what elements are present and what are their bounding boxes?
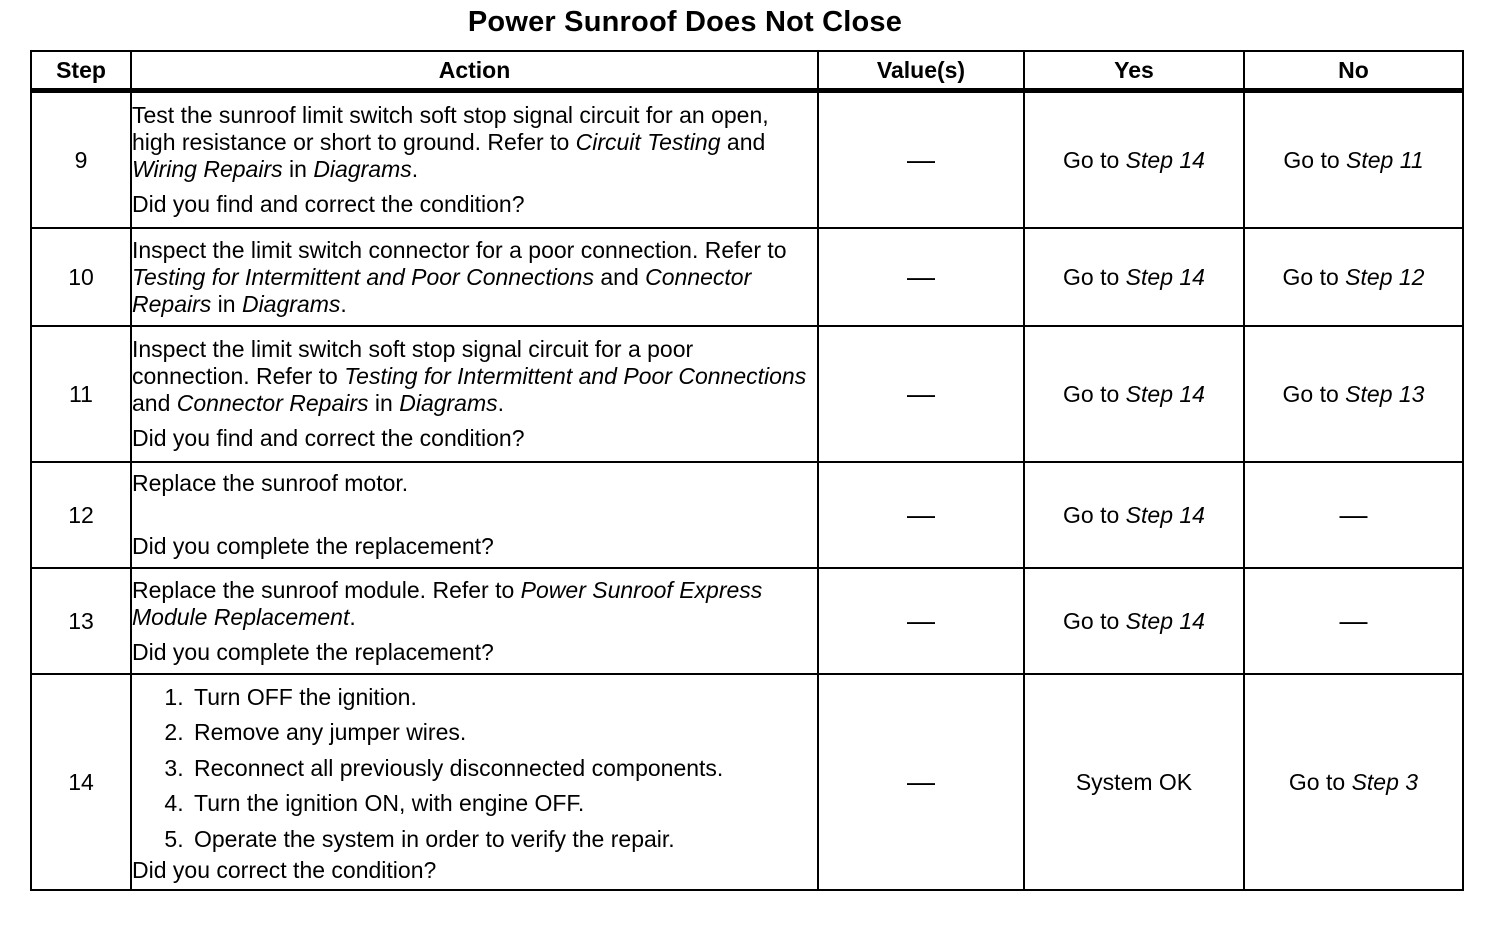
value-cell: — bbox=[818, 228, 1024, 326]
reference-link: Connector Repairs bbox=[132, 263, 752, 317]
reference-link: Wiring Repairs bbox=[132, 156, 283, 182]
yes-cell: Go to Step 14 bbox=[1024, 326, 1244, 462]
step-reference: Step 14 bbox=[1125, 501, 1205, 528]
value-cell: — bbox=[818, 674, 1024, 890]
reference-link: Connector Repairs bbox=[176, 390, 369, 416]
no-cell: Go to Step 11 bbox=[1244, 91, 1463, 229]
yes-cell: Go to Step 14 bbox=[1024, 462, 1244, 568]
list-item: 5. Operate the system in order to verify the repair. bbox=[190, 822, 817, 858]
diagnostic-table bbox=[30, 50, 1464, 891]
action-text: Replace the sunroof motor. bbox=[132, 470, 409, 496]
table-row bbox=[31, 674, 1463, 890]
procedure-list bbox=[132, 680, 817, 858]
step-number: 9 bbox=[31, 91, 131, 229]
reference-link: Circuit Testing bbox=[575, 129, 721, 155]
reference-link: Testing for Intermittent and Poor Connections bbox=[132, 263, 594, 290]
no-cell: — bbox=[1244, 462, 1463, 568]
reference-link: Diagrams bbox=[241, 290, 341, 317]
action-question: Did you find and correct the condition? bbox=[132, 425, 525, 451]
list-item: 1. Turn OFF the ignition. bbox=[190, 680, 817, 716]
yes-cell: System OK bbox=[1024, 674, 1244, 890]
step-number: 13 bbox=[31, 568, 131, 674]
action-cell bbox=[131, 568, 818, 674]
no-cell: Go to Step 12 bbox=[1244, 228, 1463, 326]
reference-link: Testing for Intermittent and Poor Connections bbox=[344, 363, 807, 389]
action-question: Did you complete the replacement? bbox=[132, 638, 494, 665]
header-action: Action bbox=[131, 51, 818, 91]
value-cell: — bbox=[818, 462, 1024, 568]
header-step: Step bbox=[31, 51, 131, 91]
step-reference: Step 14 bbox=[1125, 263, 1205, 290]
reference-link: Diagrams bbox=[313, 156, 412, 182]
action-text: Test the sunroof limit switch soft stop signal circuit for an open, high resistance or short to ground. Refer to Circuit Testing and Wiring Repairs in Diagrams. bbox=[132, 102, 769, 182]
action-cell bbox=[131, 91, 818, 229]
step-reference: Step 14 bbox=[1125, 146, 1205, 173]
table-row bbox=[31, 568, 1463, 674]
step-reference: Step 11 bbox=[1346, 146, 1424, 173]
action-text: Replace the sunroof module. Refer to Power Sunroof Express Module Replacement. bbox=[132, 576, 763, 630]
table-row bbox=[31, 326, 1463, 462]
no-cell: Go to Step 3 bbox=[1244, 674, 1463, 890]
action-text: Inspect the limit switch soft stop signal circuit for a poor connection. Refer to Testing for Intermittent and Poor Connections and Connector Repairs in Diagrams. bbox=[132, 336, 807, 416]
list-item: 4. Turn the ignition ON, with engine OFF. bbox=[190, 786, 817, 822]
action-cell bbox=[131, 228, 818, 326]
reference-link: Diagrams bbox=[399, 390, 498, 416]
step-number: 14 bbox=[31, 674, 131, 890]
step-reference: Step 13 bbox=[1345, 380, 1425, 407]
step-reference: Step 14 bbox=[1125, 607, 1205, 634]
action-cell bbox=[131, 462, 818, 568]
list-item: 2. Remove any jumper wires. bbox=[190, 715, 817, 751]
list-item: 3. Reconnect all previously disconnected components. bbox=[190, 751, 817, 787]
table-row bbox=[31, 462, 1463, 568]
table-header-row bbox=[31, 51, 1463, 91]
value-cell: — bbox=[818, 91, 1024, 229]
yes-cell: Go to Step 14 bbox=[1024, 568, 1244, 674]
yes-cell: Go to Step 14 bbox=[1024, 91, 1244, 229]
action-question: Did you find and correct the condition? bbox=[132, 191, 525, 217]
action-cell bbox=[131, 326, 818, 462]
step-number: 10 bbox=[31, 228, 131, 326]
header-yes: Yes bbox=[1024, 51, 1244, 91]
step-reference: Step 14 bbox=[1125, 380, 1205, 407]
action-question: Did you complete the replacement? bbox=[132, 533, 494, 559]
step-reference: Step 3 bbox=[1351, 768, 1419, 795]
page-title: Power Sunroof Does Not Close bbox=[467, 6, 903, 38]
table-row bbox=[31, 228, 1463, 326]
no-cell: — bbox=[1244, 568, 1463, 674]
step-number: 12 bbox=[31, 462, 131, 568]
reference-link: Power Sunroof Express Module Replacement bbox=[132, 576, 763, 630]
header-no: No bbox=[1244, 51, 1463, 91]
value-cell: — bbox=[818, 568, 1024, 674]
action-text: Inspect the limit switch connector for a poor connection. Refer to Testing for Intermittent and Poor Connections and Connector Repairs in Diagrams. bbox=[132, 236, 787, 317]
step-reference: Step 12 bbox=[1345, 263, 1425, 290]
action-question: Did you correct the condition? bbox=[132, 857, 437, 884]
yes-cell: Go to Step 14 bbox=[1024, 228, 1244, 326]
header-values: Value(s) bbox=[818, 51, 1024, 91]
no-cell: Go to Step 13 bbox=[1244, 326, 1463, 462]
step-number: 11 bbox=[31, 326, 131, 462]
action-cell bbox=[131, 674, 818, 890]
table-row bbox=[31, 91, 1463, 229]
value-cell: — bbox=[818, 326, 1024, 462]
